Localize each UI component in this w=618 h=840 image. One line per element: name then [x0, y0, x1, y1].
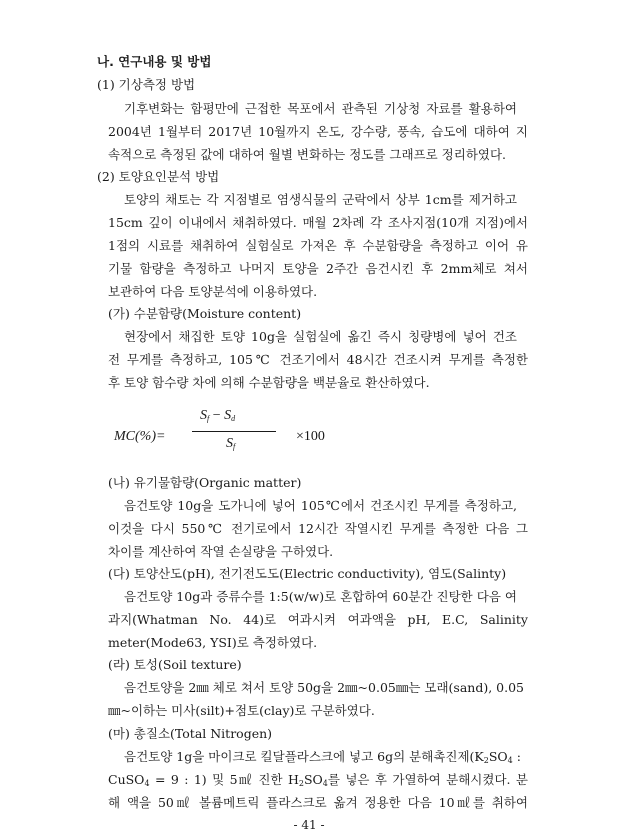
paragraph-line: 이것을 다시 550℃ 전기로에서 12시간 작열시킨 무게를 측정한 다음 그	[108, 521, 528, 536]
paragraph-line: 차이를 계산하여 작열 손실량을 구하였다.	[108, 544, 334, 559]
paragraph-line: 후 토양 함수량 차에 의해 수분함량을 백분율로 환산하였다.	[108, 375, 430, 390]
formula-denominator: $S_f$	[226, 436, 236, 451]
paragraph-line: CuSO$_4$ = 9 : 1) 및 5㎖ 진한 $H_2SO_4$를 넣은 후 가열하여 분해시켰다. 분	[108, 772, 528, 788]
moisture-formula	[114, 408, 394, 474]
paragraph-line: 15cm 깊이 이내에서 채취하였다. 매월 2차례 각 조사지점(10개 지점)에서	[108, 215, 528, 230]
formula-numerator: $S_f - S_d$	[200, 408, 236, 423]
paragraph-line: 현장에서 채집한 토양 10g을 실험실에 옮긴 즉시 칭량병에 넣어 건조	[124, 329, 517, 344]
paragraph-line: 기물 함량을 측정하고 나머지 토양을 2주간 음건시킨 후 2mm체로 쳐서	[108, 261, 528, 276]
fraction-bar	[192, 431, 276, 432]
item-title-texture: (라) 토성(Soil texture)	[108, 657, 242, 672]
paragraph-line: 토양의 채토는 각 지점별로 염생식물의 군락에서 상부 1cm를 제거하고	[124, 192, 517, 207]
formula-multiplier: ×100	[296, 429, 325, 444]
paragraph-line: meter(Mode63, YSI)로 측정하였다.	[108, 635, 318, 650]
paragraph-line: 음건토양 10g을 도가니에 넣어 105℃에서 건조시킨 무게를 측정하고,	[124, 498, 517, 513]
paragraph-line: ㎜~이하는 미사(silt)+점토(clay)로 구분하였다.	[108, 703, 375, 718]
paragraph-line: 1점의 시료를 채취하여 실험실로 가져온 후 수분함량을 측정하고 이어 유	[108, 238, 528, 253]
subsection-title-weather: (1) 기상측정 방법	[97, 77, 196, 92]
subsection-title-soil: (2) 토양요인분석 방법	[97, 169, 220, 184]
item-title-nitrogen: (마) 총질소(Total Nitrogen)	[108, 726, 273, 741]
item-title-moisture: (가) 수분함량(Moisture content)	[108, 306, 302, 321]
paragraph-line: 음건토양 1g을 마이크로 킬달플라스크에 넣고 6g의 분해촉진제($K_2SO_4$ :	[124, 749, 521, 765]
item-title-organic: (나) 유기물함량(Organic matter)	[108, 475, 302, 490]
item-title-ph-ec: (다) 토양산도(pH), 전기전도도(Electric conductivity), 염도(Salinty)	[108, 566, 507, 581]
paragraph-line: 2004년 1월부터 2017년 10월까지 온도, 강수량, 풍속, 습도에 대하여 지	[108, 124, 528, 139]
paragraph-line: 속적으로 측정된 값에 대하여 월별 변화하는 정도를 그래프로 정리하였다.	[108, 147, 507, 162]
paragraph-line: 전 무게를 측정하고, 105℃ 건조기에서 48시간 건조시켜 무게를 측정한	[108, 352, 528, 367]
paragraph-line: 음건토양을 2㎜ 체로 쳐서 토양 50g을 2㎜~0.05㎜는 모래(sand), 0.05	[124, 680, 525, 695]
paragraph-line: 기후변화는 함평만에 근접한 목포에서 관측된 기상청 자료를 활용하여	[124, 101, 517, 116]
section-heading: 나. 연구내용 및 방법	[97, 54, 212, 69]
paragraph-line: 보관하여 다음 토양분석에 이용하였다.	[108, 284, 318, 299]
formula-lhs: MC(%)=	[114, 429, 166, 444]
paragraph-line: 해 액을 50㎖ 볼륨메트릭 플라스크로 옮겨 정용한 다음 10㎖를 취하여	[108, 795, 528, 810]
paragraph-line: 음건토양 10g과 증류수를 1:5(w/w)로 혼합하여 60분간 진탕한 다음 여	[124, 589, 517, 604]
paragraph-line: 과지(Whatman No. 44)로 여과시켜 여과액을 pH, E.C, Salinity	[108, 612, 528, 627]
page-number: - 41 -	[293, 818, 325, 832]
